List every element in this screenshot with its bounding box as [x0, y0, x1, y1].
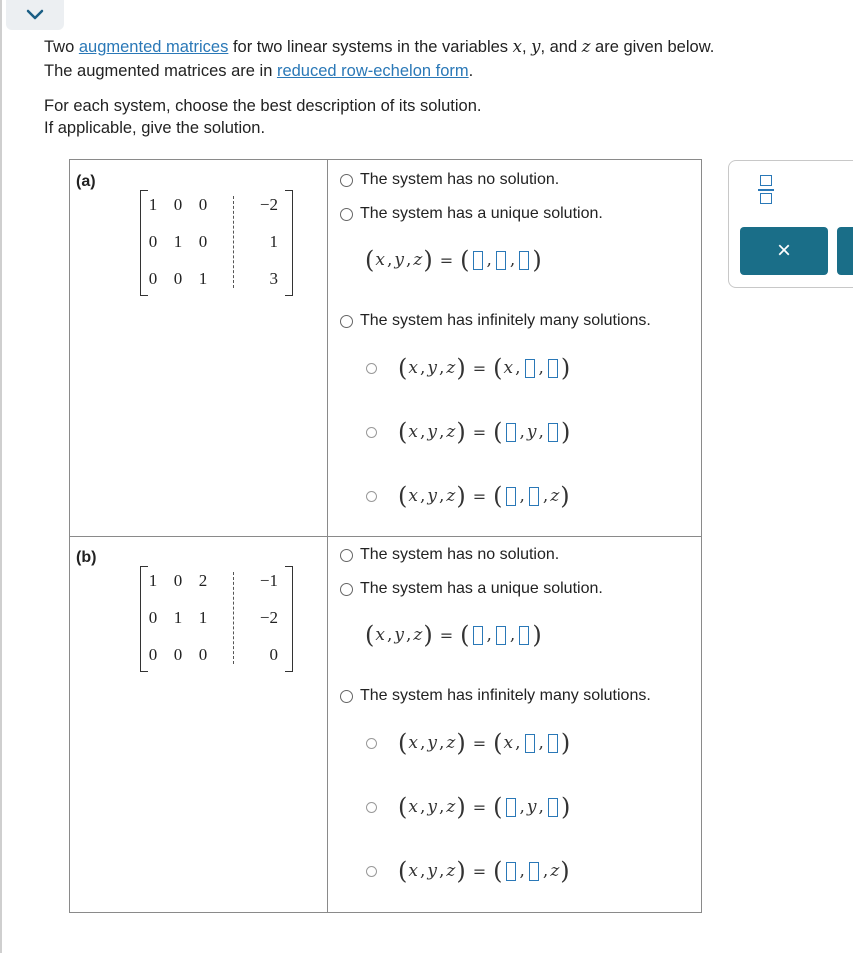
matrix-entry: 0	[148, 608, 158, 627]
matrix-entry: 2	[198, 571, 208, 590]
part-b-no-solution-option[interactable]	[340, 546, 559, 564]
part-a-no-solution-option[interactable]	[340, 171, 559, 189]
radio-button[interactable]	[366, 866, 377, 877]
option-label: The system has infinitely many solutions.	[360, 687, 651, 704]
answer-blank[interactable]	[548, 798, 558, 817]
matrix-entry: 0	[173, 195, 183, 214]
radio-button[interactable]	[340, 549, 353, 562]
radio-button[interactable]	[340, 690, 353, 703]
part-b-infinite-z-free[interactable]	[366, 859, 571, 883]
intro-line-4: If applicable, give the solution.	[44, 119, 266, 137]
answer-blank[interactable]	[473, 626, 483, 645]
matrix-entry: 0	[173, 269, 183, 288]
part-b-unique-option[interactable]	[340, 580, 603, 598]
augmented-entry: −2	[259, 608, 278, 627]
problem-table	[69, 159, 702, 913]
part-b-matrix	[140, 566, 295, 672]
radio-button[interactable]	[366, 363, 377, 374]
matrix-entry: 1	[198, 269, 208, 288]
answer-blank[interactable]	[473, 251, 483, 270]
radio-button[interactable]	[366, 427, 377, 438]
option-label: The system has a unique solution.	[360, 205, 603, 222]
clear-button[interactable]	[740, 227, 828, 275]
next-tool-button[interactable]	[837, 227, 853, 275]
parametric-expression: ( x , y , z ) = ( , y , )	[398, 418, 571, 446]
matrix-bracket-right	[285, 190, 293, 296]
answer-blank[interactable]	[506, 487, 516, 506]
fraction-icon	[760, 175, 772, 186]
answer-blank[interactable]	[519, 626, 529, 645]
augmented-matrices-link[interactable]: augmented matrices	[78, 38, 229, 56]
intro-line-3: For each system, choose the best description of its solution.	[44, 97, 482, 115]
option-label: The system has no solution.	[360, 546, 560, 563]
answer-blank[interactable]	[548, 423, 558, 442]
augmented-entry: 1	[269, 232, 278, 251]
part-a-unique-option[interactable]	[340, 205, 603, 223]
answer-blank[interactable]	[506, 862, 516, 881]
matrix-entry: 1	[173, 232, 183, 251]
parametric-expression: ( x , y , z ) = ( , y , )	[398, 793, 571, 821]
part-a-label: (a)	[76, 173, 96, 190]
option-label: The system has a unique solution.	[360, 580, 603, 597]
part-b-infinite-x-free[interactable]	[366, 731, 571, 755]
row-divider	[70, 536, 701, 537]
part-a-unique-expression: ( x , y , z ) = ( , , )	[365, 246, 542, 274]
radio-button[interactable]	[340, 583, 353, 596]
matrix-bracket-right	[285, 566, 293, 672]
radio-button[interactable]	[340, 174, 353, 187]
matrix-entry: 0	[198, 195, 208, 214]
parametric-expression: ( x , y , z ) = ( , , z )	[398, 857, 570, 885]
radio-button[interactable]	[366, 802, 377, 813]
augmented-entry: 3	[269, 269, 278, 288]
part-b-infinite-option[interactable]	[340, 687, 651, 705]
matrix-entry: 0	[198, 232, 208, 251]
radio-button[interactable]	[340, 208, 353, 221]
intro-line-1: Two augmented matrices for two linear systems in the variables x, y, and z are given below.	[44, 37, 715, 56]
left-border	[0, 0, 2, 953]
rref-link[interactable]: reduced row-echelon form	[276, 62, 469, 80]
answer-blank[interactable]	[529, 487, 539, 506]
part-a-infinite-z-free[interactable]	[366, 484, 571, 508]
radio-button[interactable]	[366, 491, 377, 502]
answer-blank[interactable]	[506, 798, 516, 817]
answer-blank[interactable]	[525, 359, 535, 378]
matrix-entry: 1	[198, 608, 208, 627]
matrix-entry: 0	[173, 645, 183, 664]
answer-blank[interactable]	[506, 423, 516, 442]
augmented-entry: −2	[259, 195, 278, 214]
matrix-entry: 0	[198, 645, 208, 664]
parametric-expression: ( x , y , z ) = ( x , , )	[398, 354, 571, 382]
answer-blank[interactable]	[525, 734, 535, 753]
augmented-entry: −1	[259, 571, 278, 590]
option-label: The system has no solution.	[360, 171, 560, 188]
augment-divider	[233, 196, 234, 288]
parametric-expression: ( x , y , z ) = ( , , z )	[398, 482, 570, 510]
answer-blank[interactable]	[529, 862, 539, 881]
option-label: The system has infinitely many solutions.	[360, 312, 651, 329]
answer-blank[interactable]	[548, 734, 558, 753]
matrix-entry: 0	[173, 571, 183, 590]
matrix-entry: 0	[148, 232, 158, 251]
part-a-matrix	[140, 190, 295, 296]
part-a-infinite-x-free[interactable]	[366, 356, 571, 380]
radio-button[interactable]	[366, 738, 377, 749]
fraction-button[interactable]	[749, 169, 785, 209]
close-icon: ×	[776, 237, 791, 264]
part-b-label: (b)	[76, 549, 97, 566]
chevron-down-icon	[26, 9, 44, 21]
part-b-unique-expression: ( x , y , z ) = ( , , )	[365, 621, 542, 649]
part-b-infinite-y-free[interactable]	[366, 795, 571, 819]
math-tool-panel	[728, 160, 853, 288]
matrix-entry: 1	[148, 571, 158, 590]
matrix-entry: 1	[148, 195, 158, 214]
augmented-entry: 0	[269, 645, 278, 664]
answer-blank[interactable]	[519, 251, 529, 270]
part-a-infinite-option[interactable]	[340, 312, 651, 330]
answer-blank[interactable]	[496, 251, 506, 270]
augment-divider	[233, 572, 234, 664]
answer-blank[interactable]	[548, 359, 558, 378]
radio-button[interactable]	[340, 315, 353, 328]
matrix-entry: 0	[148, 645, 158, 664]
collapse-toggle[interactable]	[6, 0, 64, 30]
matrix-entry: 1	[173, 608, 183, 627]
part-a-infinite-y-free[interactable]	[366, 420, 571, 444]
matrix-entry: 0	[148, 269, 158, 288]
intro-line-2: The augmented matrices are in reduced row-echelon form.	[44, 62, 474, 80]
answer-blank[interactable]	[496, 626, 506, 645]
parametric-expression: ( x , y , z ) = ( x , , )	[398, 729, 571, 757]
